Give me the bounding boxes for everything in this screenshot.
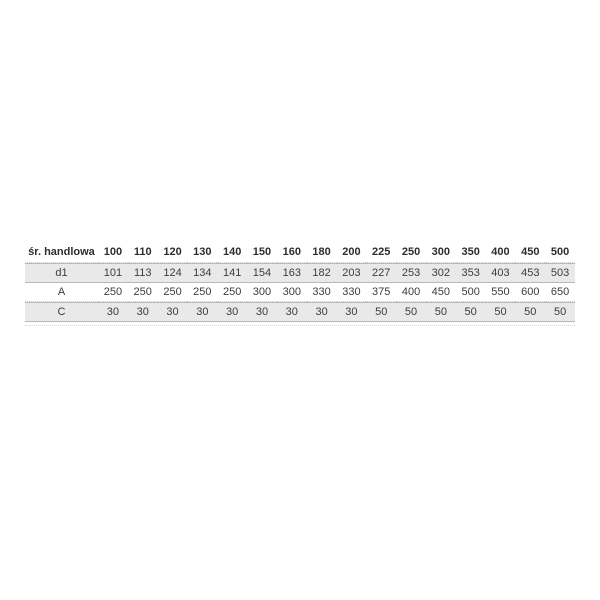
table-cell: 550 [486, 283, 516, 302]
table-cell: 50 [396, 302, 426, 322]
column-header: 200 [337, 242, 367, 263]
table-cell: 30 [187, 302, 217, 322]
column-header: 450 [515, 242, 545, 263]
column-header: 150 [247, 242, 277, 263]
table-cell: 134 [187, 263, 217, 283]
table-cell: 227 [366, 263, 396, 283]
table-row [25, 302, 575, 322]
row-label: C [25, 302, 98, 322]
table-cell: 300 [277, 283, 307, 302]
column-header: 120 [158, 242, 188, 263]
header-corner-label: śr. handlowa [25, 242, 98, 263]
table-cell: 302 [426, 263, 456, 283]
table-cell: 30 [158, 302, 188, 322]
table-cell: 300 [247, 283, 277, 302]
table-cell: 453 [515, 263, 545, 283]
table-cell: 250 [187, 283, 217, 302]
table-cell: 50 [366, 302, 396, 322]
table-cell: 250 [98, 283, 128, 302]
table-cell: 375 [366, 283, 396, 302]
table-cell: 250 [217, 283, 247, 302]
column-header: 300 [426, 242, 456, 263]
table-cell: 30 [98, 302, 128, 322]
dimensions-table [25, 242, 575, 322]
column-header: 140 [217, 242, 247, 263]
table-cell: 30 [217, 302, 247, 322]
row-label: d1 [25, 263, 98, 283]
table-cell: 124 [158, 263, 188, 283]
table-cell: 154 [247, 263, 277, 283]
table-cell: 101 [98, 263, 128, 283]
table-cell: 600 [515, 283, 545, 302]
table-cell: 50 [456, 302, 486, 322]
table-row [25, 263, 575, 283]
table-cell: 353 [456, 263, 486, 283]
table-header-row [25, 242, 575, 263]
table-cell: 30 [128, 302, 158, 322]
table-cell: 50 [545, 302, 575, 322]
dimensions-table-wrap [25, 242, 575, 326]
column-header: 250 [396, 242, 426, 263]
table-cell: 400 [396, 283, 426, 302]
row-label: A [25, 283, 98, 302]
table-cell: 30 [307, 302, 337, 322]
table-cell: 450 [426, 283, 456, 302]
table-cell: 330 [337, 283, 367, 302]
column-header: 400 [486, 242, 516, 263]
column-header: 180 [307, 242, 337, 263]
table-cell: 30 [337, 302, 367, 322]
column-header: 130 [187, 242, 217, 263]
column-header: 160 [277, 242, 307, 263]
table-cell: 503 [545, 263, 575, 283]
table-cell: 163 [277, 263, 307, 283]
table-cell: 50 [426, 302, 456, 322]
table-cell: 30 [247, 302, 277, 322]
table-cell: 403 [486, 263, 516, 283]
table-cell: 253 [396, 263, 426, 283]
column-header: 350 [456, 242, 486, 263]
column-header: 225 [366, 242, 396, 263]
column-header: 500 [545, 242, 575, 263]
table-cell: 250 [128, 283, 158, 302]
table-cell: 650 [545, 283, 575, 302]
table-cell: 500 [456, 283, 486, 302]
table-cell: 50 [486, 302, 516, 322]
table-cell: 203 [337, 263, 367, 283]
table-cell: 250 [158, 283, 188, 302]
table-cell: 50 [515, 302, 545, 322]
table-cell: 141 [217, 263, 247, 283]
table-row [25, 283, 575, 302]
table-cell: 30 [277, 302, 307, 322]
table-cell: 330 [307, 283, 337, 302]
column-header: 110 [128, 242, 158, 263]
bottom-divider [25, 325, 575, 326]
table-cell: 113 [128, 263, 158, 283]
table-cell: 182 [307, 263, 337, 283]
column-header: 100 [98, 242, 128, 263]
